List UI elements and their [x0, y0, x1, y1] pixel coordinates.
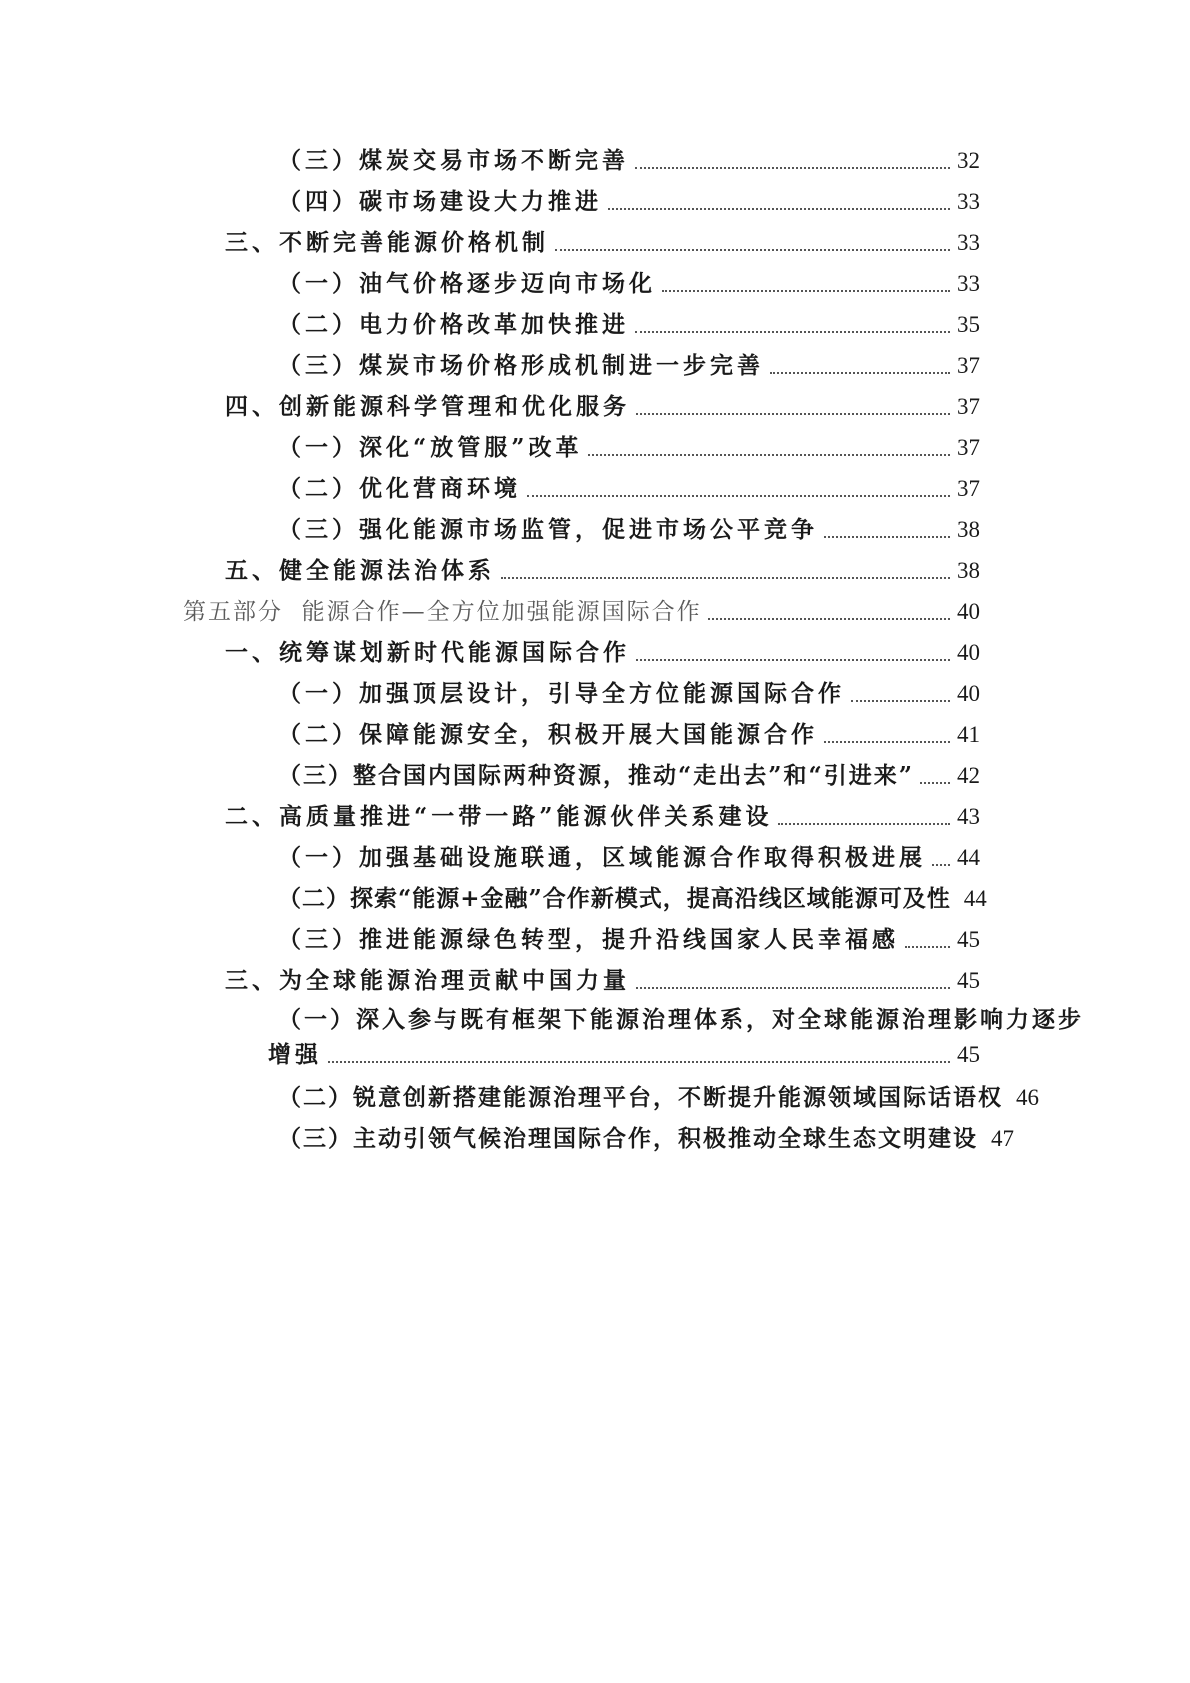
dot-leader — [527, 495, 950, 497]
toc-entry[interactable] — [278, 308, 980, 340]
toc-entry-title: （三）煤炭交易市场不断完善 — [278, 147, 629, 174]
toc-entry-title: （二）保障能源安全，积极开展大国能源合作 — [278, 721, 818, 748]
toc-page-number: 38 — [957, 517, 980, 542]
toc-page-number: 35 — [957, 312, 980, 337]
toc-entry[interactable] — [278, 759, 980, 791]
toc-entry[interactable] — [225, 226, 980, 258]
toc-entry-title: （一）加强顶层设计，引导全方位能源国际合作 — [278, 680, 845, 707]
toc-entry-title: （二）锐意创新搭建能源治理平台，不断提升能源领域国际话语权 — [278, 1084, 1003, 1111]
dot-leader — [555, 249, 950, 251]
toc-entry-title: （四）碳市场建设大力推进 — [278, 188, 602, 215]
toc-entry[interactable] — [278, 1122, 1014, 1154]
dot-leader — [588, 454, 950, 456]
toc-entry-title: 四、创新能源科学管理和优化服务 — [225, 393, 630, 420]
dot-leader — [824, 741, 950, 743]
toc-page-number: 45 — [957, 927, 980, 952]
toc-page-number: 40 — [957, 681, 980, 706]
toc-page-number: 43 — [957, 804, 980, 829]
toc-page-number: 45 — [957, 1042, 980, 1067]
toc-entry-title: （一）深化“放管服”改革 — [278, 434, 583, 461]
toc-entry[interactable] — [225, 800, 980, 832]
toc-page-number: 47 — [991, 1126, 1014, 1151]
toc-page-number: 33 — [957, 230, 980, 255]
toc-page-number: 40 — [957, 640, 980, 665]
toc-entry-title: （二）电力价格改革加快推进 — [278, 311, 629, 338]
toc-page-number: 38 — [957, 558, 980, 583]
toc-page-number: 44 — [963, 886, 987, 911]
toc-page-number: 40 — [957, 599, 980, 624]
toc-entry-title: 一、统筹谋划新时代能源国际合作 — [225, 639, 630, 666]
toc-page-number: 41 — [957, 722, 980, 747]
toc-entry[interactable] — [278, 431, 980, 463]
toc-entry-title: （三）整合国内国际两种资源，推动“走出去”和“引进来” — [278, 762, 914, 789]
toc-entry-title: （三）推进能源绿色转型，提升沿线国家人民幸福感 — [278, 926, 899, 953]
toc-entry-title: （三）主动引领气候治理国际合作，积极推动全球生态文明建设 — [278, 1125, 978, 1152]
toc-entry[interactable] — [278, 677, 980, 709]
dot-leader — [770, 372, 950, 374]
toc-page-number: 37 — [957, 394, 980, 419]
toc-entry-title: （一）加强基础设施联通，区域能源合作取得积极进展 — [278, 844, 926, 871]
toc-part-heading[interactable] — [183, 595, 980, 627]
toc-page-number: 45 — [957, 968, 980, 993]
dot-leader — [932, 864, 950, 866]
dot-leader — [778, 823, 950, 825]
toc-entry-title: 三、为全球能源治理贡献中国力量 — [225, 967, 630, 994]
toc-page-number: 46 — [1016, 1085, 1039, 1110]
toc-entry-title: （一）油气价格逐步迈向市场化 — [278, 270, 656, 297]
toc-entry[interactable] — [225, 636, 980, 668]
dot-leader — [328, 1061, 950, 1063]
toc-entry-continuation — [268, 1036, 980, 1070]
dot-leader — [920, 782, 950, 784]
toc-entry-title: 三、不断完善能源价格机制 — [225, 229, 549, 256]
toc-entry[interactable] — [278, 1081, 1039, 1113]
dot-leader — [635, 167, 950, 169]
toc-page-number: 42 — [957, 763, 980, 788]
toc-entry-title: 第五部分 能源合作—全方位加强能源国际合作 — [183, 599, 702, 625]
toc-page-number: 37 — [957, 353, 980, 378]
dot-leader — [608, 208, 950, 210]
dot-leader — [905, 946, 950, 948]
toc-entry[interactable] — [278, 718, 980, 750]
toc-entry[interactable] — [278, 472, 980, 504]
dot-leader — [851, 700, 950, 702]
dot-leader — [635, 331, 950, 333]
toc-page-number: 44 — [957, 845, 980, 870]
toc-entry[interactable] — [268, 1004, 1084, 1072]
toc-entry[interactable] — [225, 964, 980, 996]
dot-leader — [708, 618, 950, 620]
toc-entry[interactable] — [225, 554, 980, 586]
toc-page-number: 32 — [957, 148, 980, 173]
toc-entry-title: 五、健全能源法治体系 — [225, 557, 495, 584]
dot-leader — [662, 290, 950, 292]
toc-page-number: 37 — [957, 476, 980, 501]
toc-entry-title: （三）强化能源市场监管，促进市场公平竞争 — [278, 516, 818, 543]
toc-entry-title-continued: 增强 — [268, 1041, 322, 1068]
dot-leader — [636, 987, 950, 989]
toc-entry[interactable] — [278, 923, 980, 955]
toc-entry-title: （二）探索“能源+金融”合作新模式，提高沿线区域能源可及性 — [278, 885, 951, 912]
toc-entry[interactable] — [278, 267, 980, 299]
toc-entry[interactable] — [278, 185, 980, 217]
toc-entry[interactable] — [278, 841, 980, 873]
toc-page-number: 33 — [957, 189, 980, 214]
dot-leader — [636, 413, 950, 415]
toc-entry-title: （二）优化营商环境 — [278, 475, 521, 502]
toc-entry[interactable] — [278, 513, 980, 545]
dot-leader — [501, 577, 950, 579]
dot-leader — [824, 536, 950, 538]
toc-entry[interactable] — [278, 349, 980, 381]
toc-entry[interactable] — [225, 390, 980, 422]
toc-entry-title: 二、高质量推进“一带一路”能源伙伴关系建设 — [225, 803, 773, 830]
toc-entry-title: （三）煤炭市场价格形成机制进一步完善 — [278, 352, 764, 379]
toc-entry[interactable] — [278, 144, 980, 176]
toc-entry[interactable] — [278, 882, 987, 914]
toc-entry-title: （一）深入参与既有框架下能源治理体系，对全球能源治理影响力逐步 — [278, 1006, 1084, 1033]
dot-leader — [636, 659, 950, 661]
toc-page-number: 33 — [957, 271, 980, 296]
toc-page-number: 37 — [957, 435, 980, 460]
